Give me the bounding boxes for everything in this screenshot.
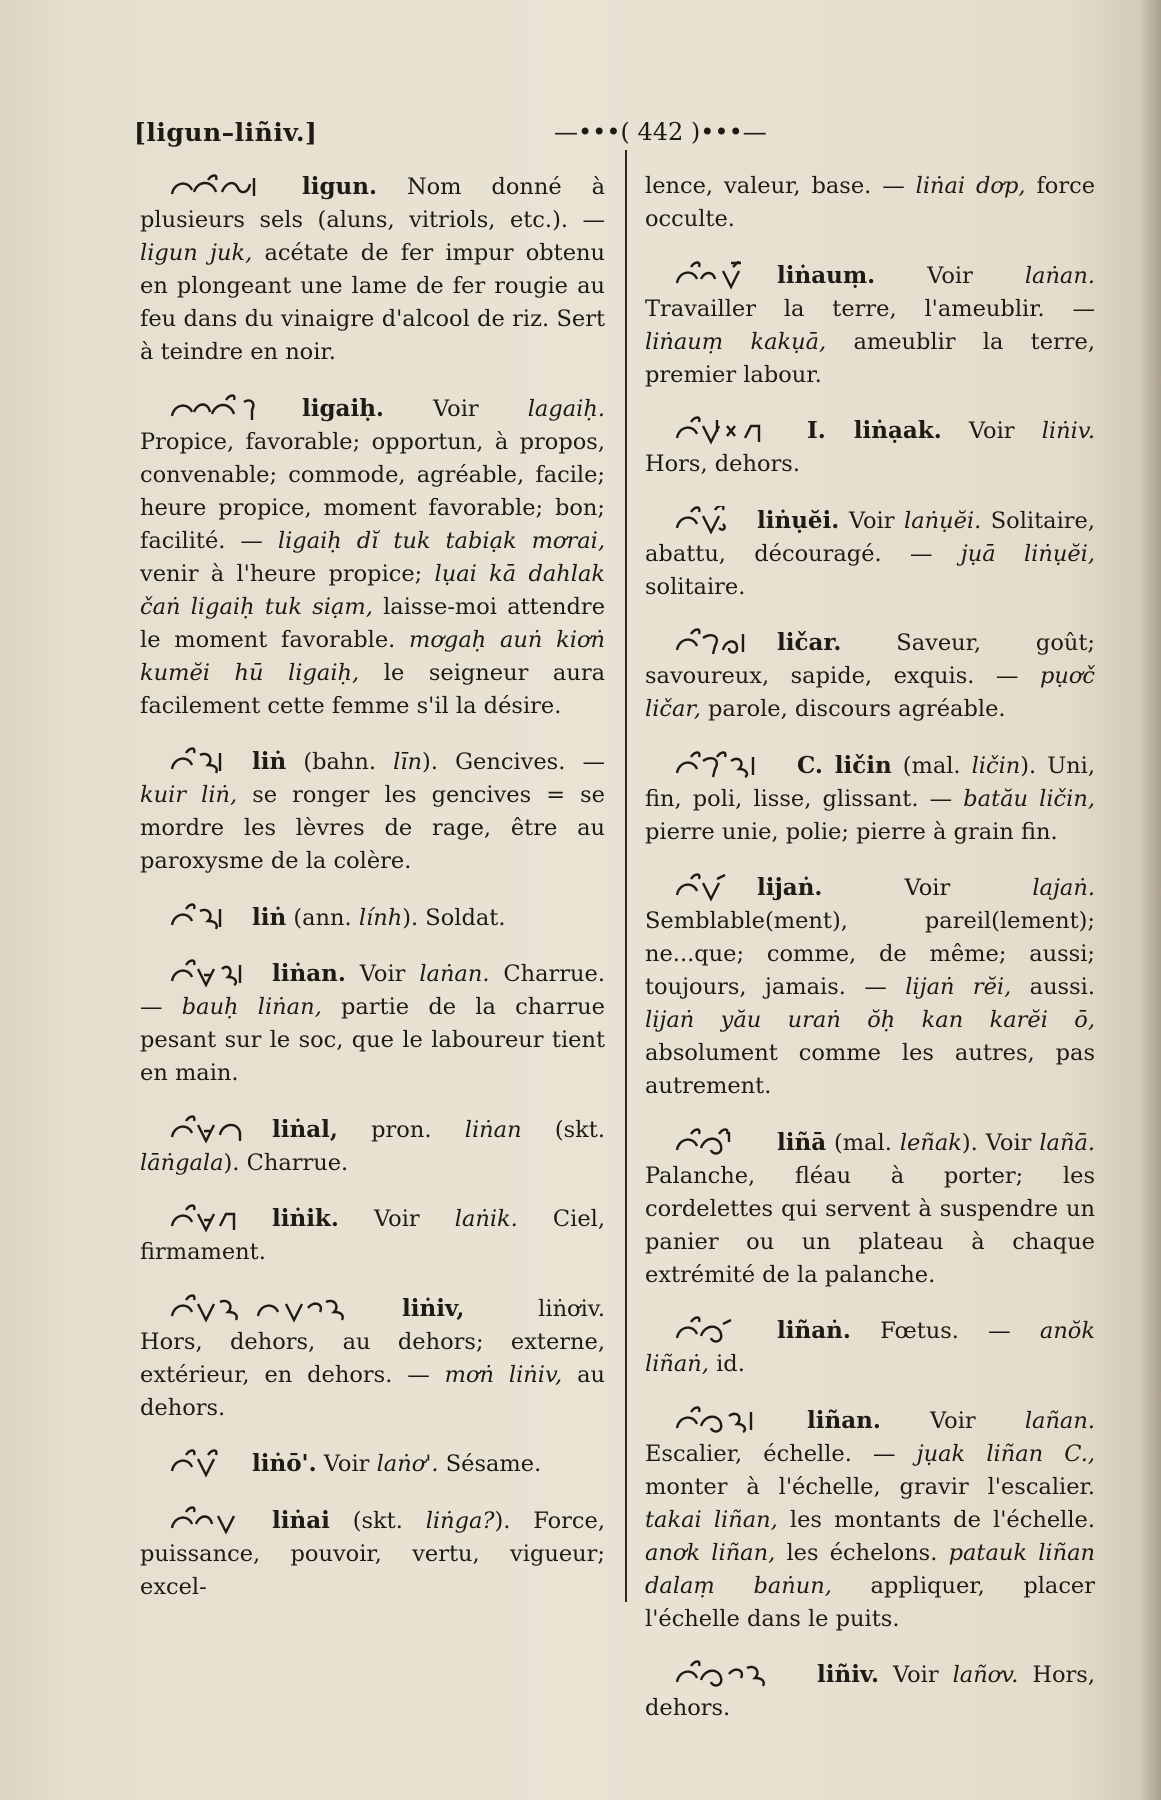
headword: ligun. — [302, 173, 378, 200]
entry-text: Voir — [904, 875, 1033, 901]
entry-italic: bauḥ liṅan, — [181, 994, 322, 1020]
entry-italic: lāṅgala — [140, 1149, 224, 1176]
dictionary-entry — [645, 1404, 1095, 1636]
headword: liṅiv, — [402, 1294, 465, 1322]
entry-text: ). Gencives. — — [422, 749, 605, 775]
cham-script-glyph — [168, 747, 238, 777]
headword: ličar. — [777, 629, 842, 656]
entry-text: venir à l'heure propice; — [140, 560, 435, 587]
headword: liṅai — [272, 1506, 330, 1534]
entry-text: Voir — [927, 262, 1025, 289]
headword: lijaṅ. — [757, 874, 823, 901]
entry-text: (mal. — [834, 1129, 900, 1156]
headword: liṅik. — [272, 1205, 339, 1232]
headword: liṅụĕi. — [757, 506, 840, 534]
entry-text: Voir — [359, 961, 420, 987]
entry-text: Hors, dehors. — [645, 1662, 1095, 1721]
entry-text: Voir — [968, 418, 1042, 444]
dictionary-entry — [140, 1447, 605, 1481]
entry-italic: liṅai dơp, — [915, 173, 1026, 199]
cham-script-glyph — [168, 903, 238, 933]
entry-text: absolument comme les autres, pas autrement. — [645, 1040, 1095, 1099]
entry-italic: leñak — [899, 1129, 962, 1156]
entry-italic: lijaṅ yău uraṅ ŏḥ kan karĕi ō, — [645, 1007, 1095, 1033]
entry-text: ). Charrue. — [223, 1149, 349, 1176]
entry-text: pron. — [371, 1116, 465, 1143]
entry-text: partie de la charrue pesant sur le soc, que le laboureur tient en main. — [140, 994, 605, 1086]
entry-text: se ronger les gencives = se mordre les lèvres de rage, être au paroxysme de la colère. — [140, 782, 605, 874]
dictionary-entry — [140, 901, 605, 935]
entry-text: le seigneur aura facilement cette femme s'il la désire. — [140, 659, 606, 719]
dictionary-entry — [645, 259, 1095, 392]
headword: liṅan. — [272, 960, 346, 987]
entry-italic: liṅan — [464, 1116, 522, 1143]
entry-text: Propice, favorable; opportun, à propos, convenable; commode, agréable, facile; heure propice, moment favorable; bon; facilité. — — [140, 428, 605, 554]
entry-text: les montants de l'échelle. — [777, 1506, 1095, 1533]
entry-italic: patauk liñan dalaṃ baṅun, — [645, 1539, 1096, 1599]
entry-italic: laṅan. — [1024, 262, 1095, 289]
cham-script-glyph — [168, 1449, 238, 1479]
dictionary-entry — [140, 170, 605, 369]
dictionary-entry — [645, 414, 1095, 481]
headword: liñaṅ. — [777, 1317, 851, 1344]
entry-text: les échelons. — [775, 1539, 949, 1566]
entry-italic: jụā liṅụĕi, — [960, 540, 1096, 567]
entry-text: force occulte. — [645, 173, 1096, 232]
page-header — [134, 118, 1054, 168]
dictionary-entry — [645, 1126, 1095, 1292]
cham-script-glyph — [168, 1294, 388, 1324]
cham-script-glyph — [673, 416, 793, 446]
entry-italic: lañā. — [1039, 1129, 1096, 1156]
cham-script-glyph — [168, 1115, 258, 1145]
entry-italic: lañơv. — [952, 1662, 1019, 1688]
entry-text: Voir — [323, 1451, 377, 1477]
entry-italic: jụak liñan C., — [916, 1440, 1095, 1467]
column-divider — [625, 150, 627, 1602]
headword: C. ličin — [797, 751, 892, 779]
entry-text: Escalier, échelle. — — [645, 1440, 917, 1467]
cham-script-glyph — [673, 628, 763, 658]
entry-text: (bahn. — [303, 749, 394, 775]
entry-text: Hors, dehors. — [645, 451, 800, 477]
entry-text: Ciel, firmament. — [140, 1206, 605, 1265]
dictionary-entry — [645, 871, 1095, 1103]
entry-text: ). Force, puissance, pouvoir, vertu, vigueur; excel- — [140, 1507, 605, 1600]
entry-italic: laṅụĕi. — [904, 507, 982, 534]
entry-text: appliquer, placer l'échelle dans le puits. — [645, 1572, 1096, 1632]
dictionary-entry-continued — [645, 170, 1095, 236]
entry-text: (skt. — [352, 1507, 426, 1534]
dictionary-entry — [140, 1504, 605, 1604]
dictionary-entry — [645, 1658, 1095, 1725]
headword: liṅauṃ. — [777, 261, 876, 289]
cham-script-glyph — [168, 172, 288, 202]
dictionary-entry — [645, 749, 1095, 849]
entry-text: Nom donné à plusieurs sels (aluns, vitriols, etc.). — — [140, 174, 605, 233]
headword: ligaiḥ. — [302, 394, 384, 422]
entry-italic: lañan. — [1024, 1407, 1095, 1434]
entry-text: ). Uni, fin, poli, lisse, glissant. — — [645, 752, 1095, 812]
entry-text: acétate de fer impur obtenu en plongeant une lame de fer rougie au feu dans du vinaigre d'alcool de riz. Sert à teindre en noir. — [140, 240, 606, 365]
entry-italic: laṅơ'. — [376, 1451, 439, 1477]
entry-text: (ann. — [293, 904, 359, 931]
dictionary-entry — [645, 504, 1095, 604]
dictionary-entry — [140, 1292, 605, 1425]
entry-text: Voir — [373, 1206, 455, 1232]
right-column — [645, 170, 1095, 1745]
entry-italic: lijaṅ rĕi, — [905, 974, 1012, 1000]
headword: liñiv. — [817, 1661, 879, 1688]
entry-text: Saveur, goût; savoureux, sapide, exquis. — — [645, 630, 1095, 689]
entry-italic: lajaṅ. — [1032, 875, 1095, 901]
entry-text: Travailler la terre, l'ameublir. — — [645, 295, 1095, 322]
entry-text: pierre unie, polie; pierre à grain fin. — [645, 818, 1058, 845]
entry-text: id. — [708, 1351, 745, 1377]
cham-script-glyph — [168, 1506, 258, 1536]
entry-text: Voir — [892, 1662, 953, 1688]
dictionary-entry — [140, 745, 605, 878]
entry-italic: liṅauṃ kakụā, — [645, 328, 827, 355]
dictionary-entry — [140, 392, 605, 723]
entry-text: parole, discours agréable. — [700, 696, 1006, 722]
entry-text: (skt. — [521, 1116, 605, 1143]
cham-script-glyph — [168, 394, 288, 424]
entry-text: (mal. — [902, 752, 972, 779]
headword: liṅal, — [272, 1115, 338, 1143]
entry-text: Voir — [432, 395, 528, 422]
entry-italic: mơṅ liṅiv, — [444, 1361, 563, 1388]
entry-text: Sésame. — [438, 1451, 542, 1477]
cham-script-glyph — [673, 1128, 763, 1158]
entry-text: Fœtus. — — [880, 1318, 1040, 1344]
page-edge-shadow — [1139, 0, 1161, 1800]
cham-script-glyph — [168, 1204, 258, 1234]
headword: I. liṅạak. — [807, 417, 942, 444]
headword: liṅō'. — [252, 1450, 317, 1477]
headword: liñan. — [807, 1406, 881, 1434]
cham-script-glyph — [673, 1406, 793, 1436]
cham-script-glyph — [673, 506, 743, 536]
entry-text: monter à l'échelle, gravir l'escalier. — [645, 1473, 1095, 1500]
dictionary-entry — [140, 1202, 605, 1269]
cham-script-glyph — [673, 1316, 763, 1346]
entry-text: Solitaire, abattu, découragé. — — [645, 507, 1095, 567]
entry-italic: laṅan. — [419, 961, 490, 987]
entry-text: Voir — [930, 1407, 1025, 1434]
entry-italic: batău ličin, — [963, 785, 1095, 812]
entry-text: liṅơiv. Hors, dehors, au dehors; externe, extérieur, en dehors. — — [140, 1295, 605, 1388]
cham-script-glyph — [673, 751, 783, 781]
entry-italic: lụai kā dahlak čaṅ ligaiḥ tuk siạm, — [140, 560, 605, 620]
page-number: —•••( 442 )•••— — [554, 118, 767, 146]
dictionary-entry — [645, 1314, 1095, 1381]
entry-italic: ličin — [971, 752, 1021, 779]
entry-italic: liṅga? — [425, 1507, 495, 1534]
entry-text: ). Soldat. — [402, 904, 506, 931]
entry-text: Voir — [848, 507, 904, 534]
entry-italic: ligun juk, — [140, 240, 253, 266]
headword: liñā — [777, 1128, 827, 1156]
entry-italic: anơk liñan, — [645, 1539, 776, 1566]
entry-italic: lagaiḥ. — [527, 395, 605, 422]
entry-italic: laṅik. — [454, 1206, 518, 1232]
dictionary-entry — [140, 957, 605, 1090]
headword: liṅ — [252, 903, 287, 931]
cham-script-glyph — [673, 261, 763, 291]
entry-italic: mơgaḥ auṅ kiơṅ kumĕi hū ligaiḥ, — [140, 626, 605, 686]
entry-text: au dehors. — [140, 1361, 605, 1421]
cham-script-glyph — [673, 1660, 803, 1690]
cham-script-glyph — [168, 959, 258, 989]
entry-text: ). Voir — [961, 1129, 1040, 1156]
entry-text: Palanche, fléau à porter; les cordelettes qui servent à suspendre un panier ou un plateau à chaque extrémité de la palanche. — [645, 1162, 1095, 1288]
entry-text: Semblable(ment), pareil(lement); ne...que; comme, de même; aussi; toujours, jamais. — — [645, 908, 1095, 1000]
running-head: [ligun–liñiv.] — [134, 118, 318, 147]
headword: liṅ — [252, 748, 287, 775]
entry-italic: lính — [358, 904, 403, 931]
entry-text: aussi. — [1011, 974, 1095, 1000]
entry-italic: takai liñan, — [645, 1506, 778, 1533]
entry-text: solitaire. — [645, 573, 746, 600]
entry-italic: anŏk liñaṅ, — [645, 1318, 1095, 1377]
dictionary-entry — [645, 626, 1095, 726]
cham-script-glyph — [673, 873, 743, 903]
entry-italic: liṅiv. — [1041, 418, 1095, 444]
left-column — [140, 170, 605, 1624]
entry-text: Charrue. — — [140, 961, 605, 1020]
entry-italic: kuir liṅ, — [140, 782, 238, 808]
entry-italic: pụơč ličar, — [645, 663, 1095, 722]
entry-italic: līn — [393, 749, 423, 775]
dictionary-entry — [140, 1113, 605, 1180]
entry-text: lence, valeur, base. — — [645, 173, 916, 199]
entry-text: ameublir la terre, premier labour. — [645, 328, 1095, 388]
entry-text: laisse-moi attendre le moment favorable. — [140, 593, 606, 653]
entry-italic: ligaiḥ dĭ tuk tabiạk mơrai, — [277, 527, 605, 554]
